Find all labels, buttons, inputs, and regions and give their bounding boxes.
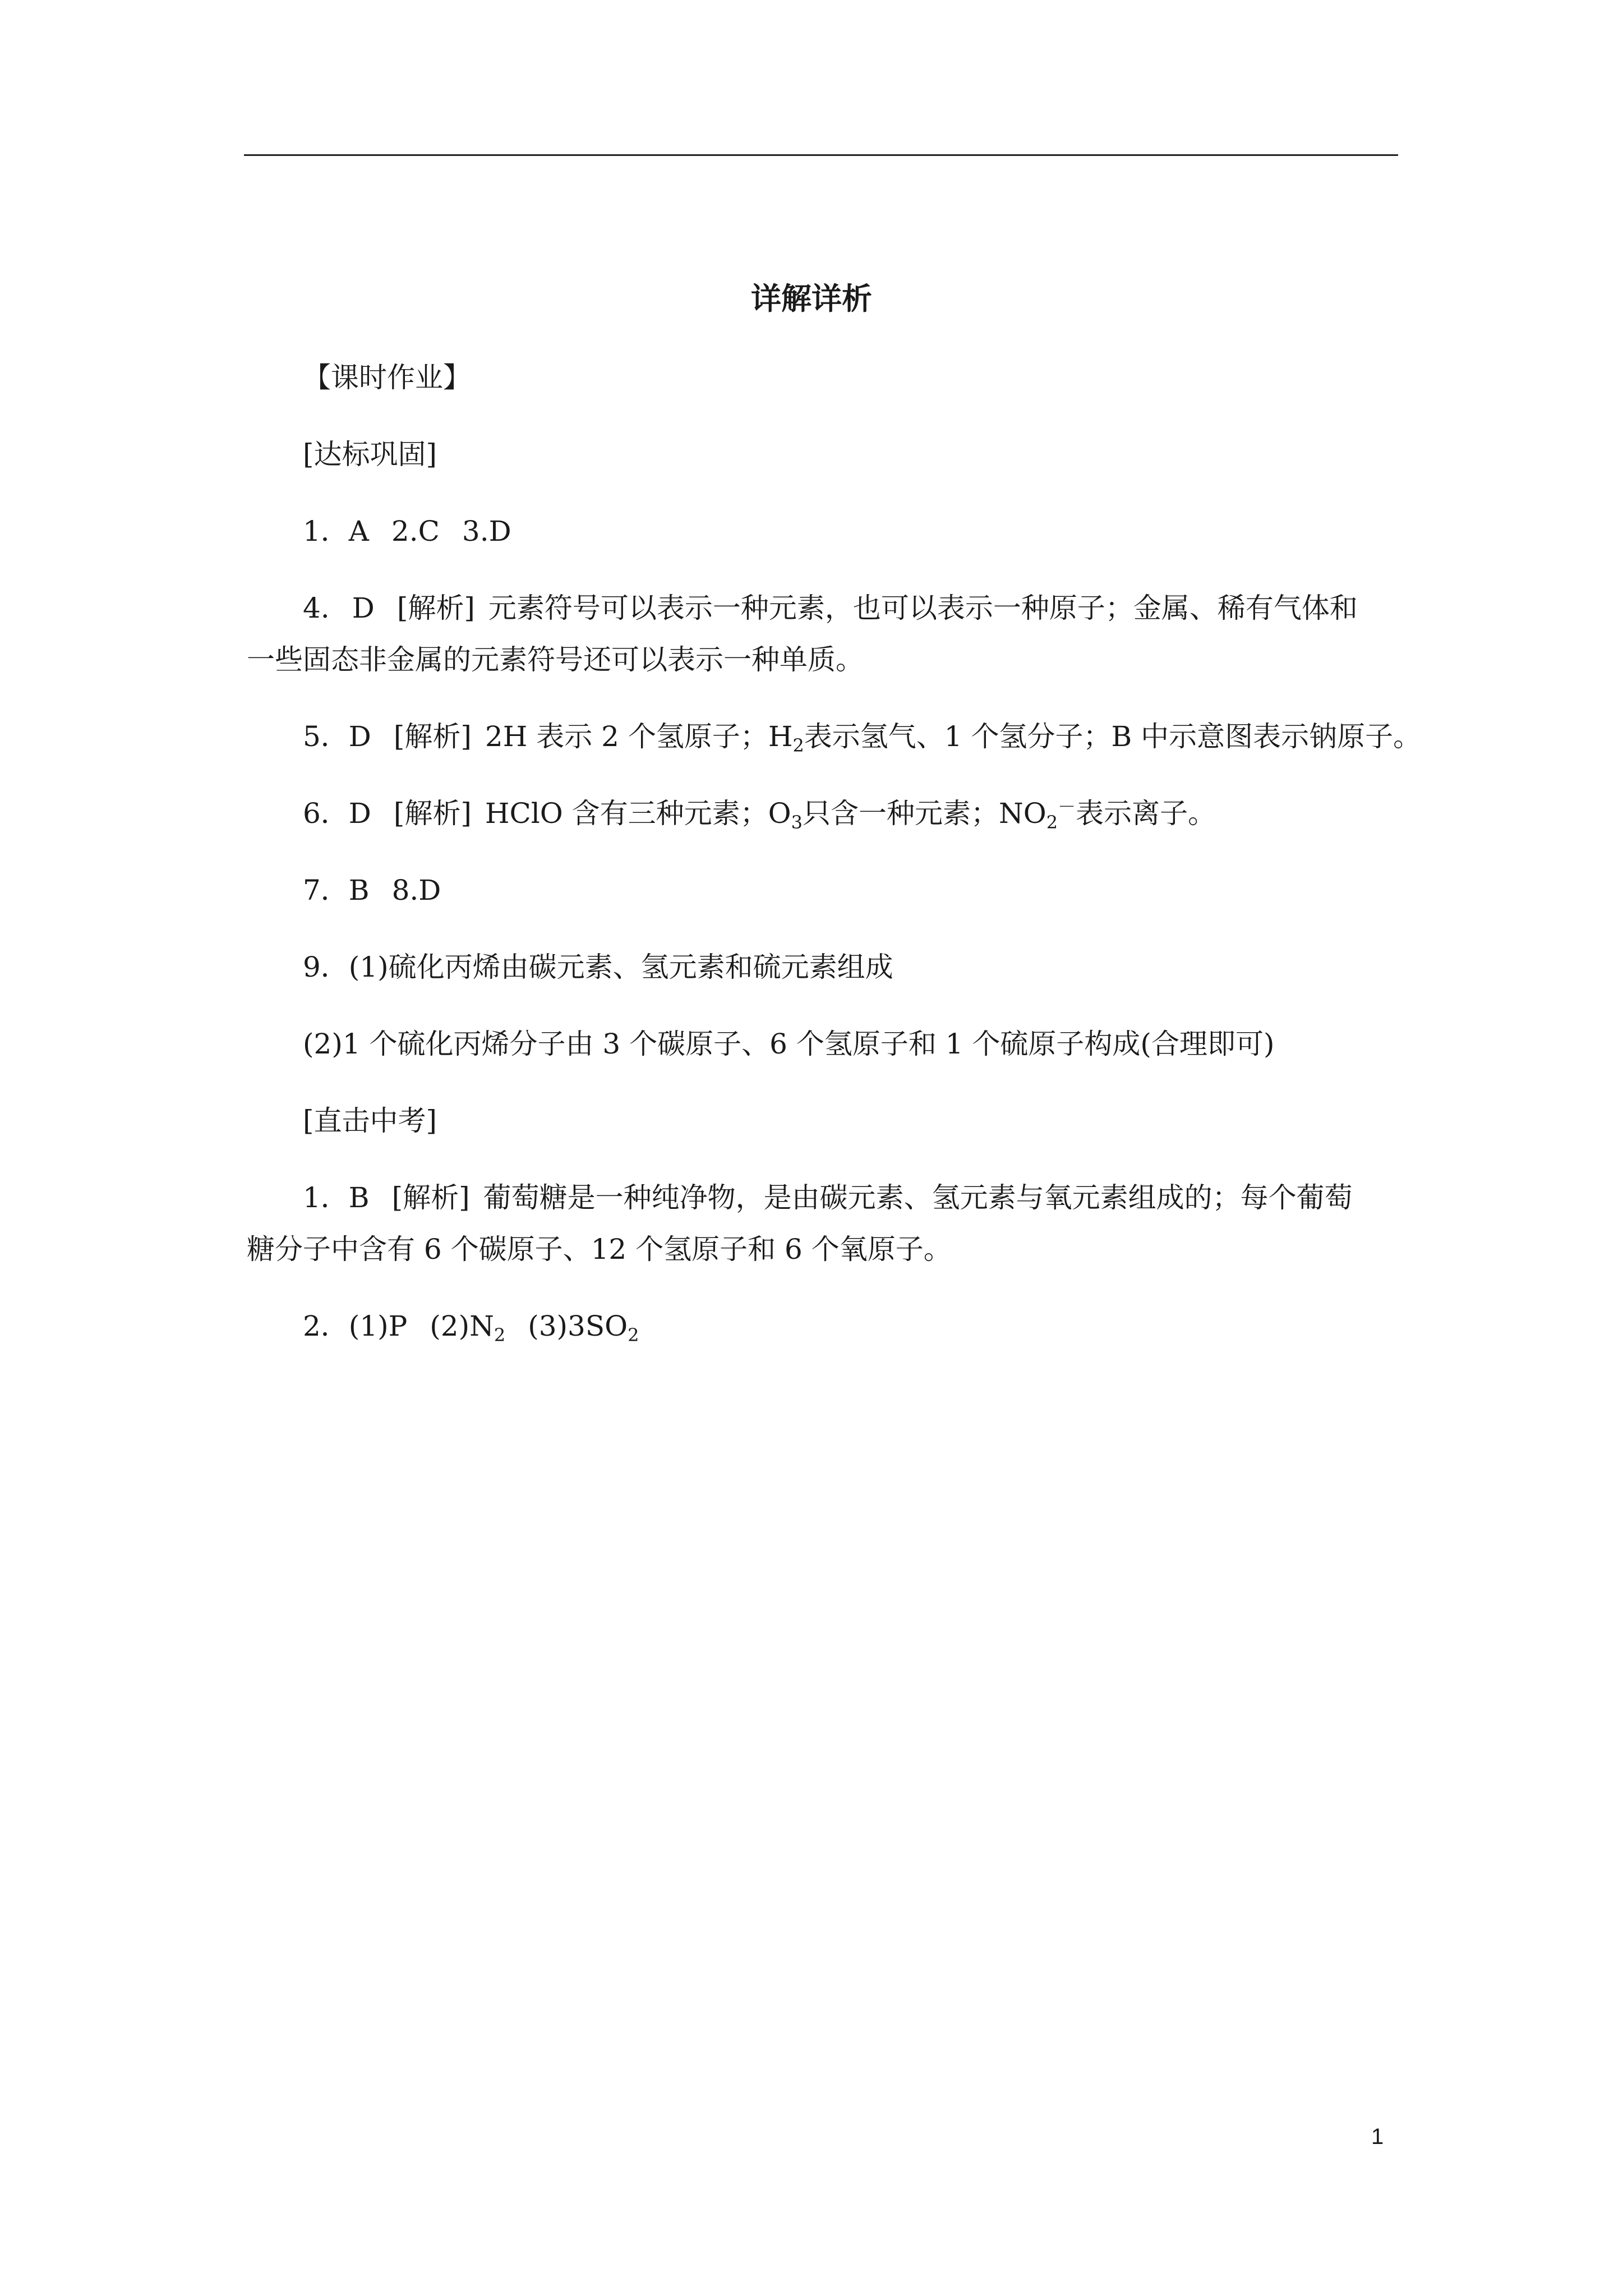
question-4-analysis-tag: [解析] <box>396 592 475 624</box>
question-4-analysis-text-2: 一些固态非金属的元素符号还可以表示一种单质。 <box>247 643 864 676</box>
question-4-answer: D <box>352 592 375 624</box>
answer-2: 2.C <box>391 515 440 547</box>
question-6 <box>303 791 1216 836</box>
question-9-part-2: (2)1 个硫化丙烯分子由 3 个碳原子、6 个氢原子和 1 个硫原子构成(合理即可) <box>303 1028 1275 1060</box>
sub-section-heading-consolidation: [达标巩固] <box>303 438 437 471</box>
exam-question-1-text-2: 糖分子中含有 6 个碳原子、12 个氢原子和 6 个氧原子。 <box>247 1233 952 1266</box>
exam-question-2-part-2-subscript: 2 <box>494 1324 506 1346</box>
question-5-analysis-tag: [解析] <box>393 720 472 753</box>
exam-question-1-analysis-tag: [解析] <box>391 1181 470 1214</box>
answer-1: 1．A <box>303 515 369 547</box>
exam-question-1-number: 1．B <box>303 1181 370 1214</box>
question-4-analysis-text-1: 元素符号可以表示一种元素，也可以表示一种原子；金属、稀有气体和 <box>488 592 1358 624</box>
answer-7: 7．B <box>303 874 370 907</box>
exam-question-2-part-3-subscript: 2 <box>628 1324 639 1346</box>
question-5-text-1: 2H 表示 2 个氢原子；H <box>485 720 793 753</box>
answers-row-7-8 <box>303 868 441 913</box>
page-number: 1 <box>1371 2124 1384 2149</box>
section-heading-homework: 【课时作业】 <box>303 361 471 394</box>
question-6-subscript-1: 3 <box>791 812 803 833</box>
question-9-part-1: 9．(1)硫化丙烯由碳元素、氢元素和硫元素组成 <box>303 951 893 983</box>
question-6-analysis-tag: [解析] <box>393 797 472 830</box>
question-6-text-2: 只含一种元素；NO <box>803 797 1046 830</box>
question-4-line-1 <box>303 586 1358 631</box>
question-6-superscript: － <box>1058 796 1076 817</box>
question-6-text-1: HClO 含有三种元素；O <box>485 797 791 830</box>
question-6-number: 6．D <box>303 797 371 830</box>
exam-question-1-text-1: 葡萄糖是一种纯净物，是由碳元素、氢元素与氧元素组成的；每个葡萄 <box>483 1181 1353 1214</box>
question-6-text-3: 表示离子。 <box>1076 797 1216 830</box>
exam-question-2-part-2: (2)N <box>430 1310 494 1342</box>
sub-section-heading-exam: [直击中考] <box>303 1105 437 1137</box>
question-4-number: 4. <box>303 592 330 624</box>
header-rule <box>244 154 1398 156</box>
exam-question-2-part-3: (3)3SO <box>528 1310 628 1342</box>
answer-3: 3.D <box>462 515 511 547</box>
exam-question-2 <box>303 1304 639 1349</box>
exam-question-1-line-1 <box>303 1175 1353 1220</box>
exam-question-2-part-1: 2．(1)P <box>303 1310 408 1342</box>
question-5-text-2: 表示氢气、1 个氢分子；B 中示意图表示钠原子。 <box>804 720 1422 753</box>
question-5 <box>303 714 1421 759</box>
question-6-subscript-2: 2 <box>1046 812 1058 833</box>
page-title: 详解详析 <box>751 281 872 316</box>
question-5-number: 5．D <box>303 720 371 753</box>
answers-row-1-3 <box>303 509 511 554</box>
answer-8: 8.D <box>391 874 441 907</box>
question-5-subscript: 2 <box>792 735 804 756</box>
